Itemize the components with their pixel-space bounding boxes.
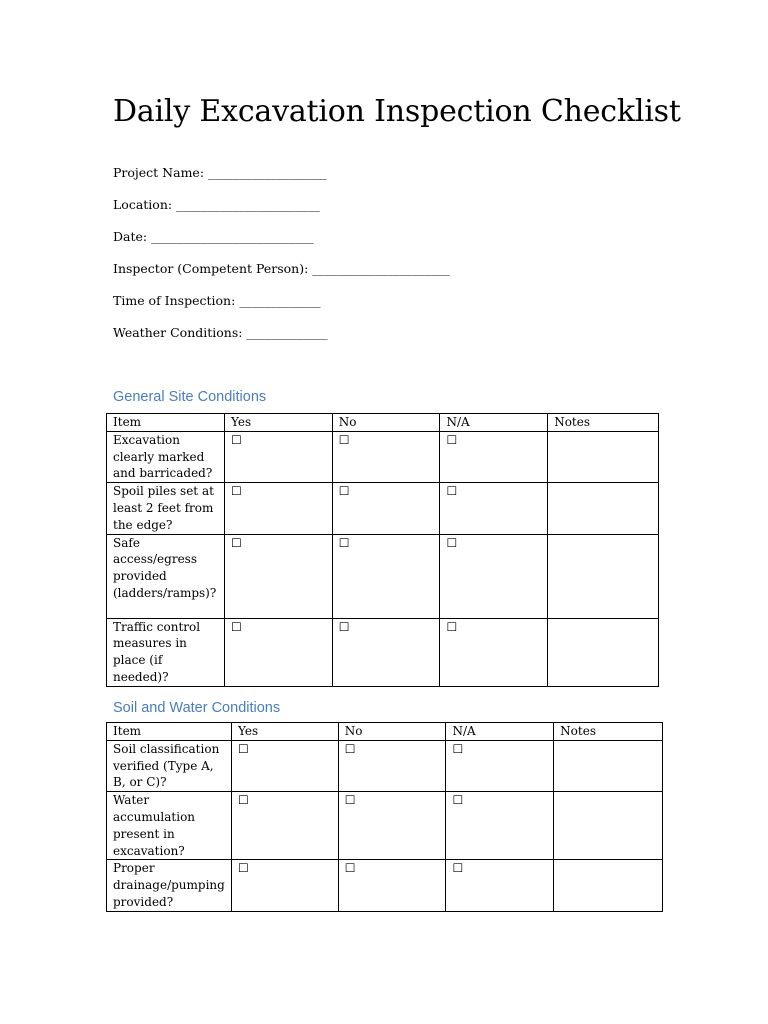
no-checkbox[interactable]: ☐: [338, 484, 350, 499]
column-header-item: Item: [107, 414, 225, 432]
table-header-row: [107, 723, 663, 741]
notes-cell[interactable]: [554, 792, 663, 860]
column-header-no: No: [332, 414, 440, 432]
column-header-item: Item: [107, 723, 232, 741]
date-field[interactable]: Date: __________________________: [113, 229, 314, 244]
general-site-conditions-table: [106, 413, 659, 687]
inspector-field[interactable]: Inspector (Competent Person): ______________________: [113, 261, 450, 276]
na-checkbox[interactable]: ☐: [446, 619, 458, 634]
notes-cell[interactable]: [548, 483, 659, 534]
table-row: [107, 740, 663, 791]
row-item-label: Soil classification verified (Type A, B, or C)?: [107, 740, 232, 791]
no-checkbox[interactable]: ☐: [338, 432, 350, 447]
yes-checkbox[interactable]: ☐: [237, 741, 249, 756]
yes-checkbox[interactable]: ☐: [237, 861, 249, 876]
page-title: Daily Excavation Inspection Checklist: [113, 94, 681, 129]
notes-cell[interactable]: [548, 618, 659, 686]
na-checkbox[interactable]: ☐: [452, 861, 464, 876]
row-item-label: Proper drainage/pumping provided?: [107, 860, 232, 911]
notes-cell[interactable]: [548, 431, 659, 482]
na-checkbox[interactable]: ☐: [452, 793, 464, 808]
notes-cell[interactable]: [554, 860, 663, 911]
na-checkbox[interactable]: ☐: [446, 484, 458, 499]
table-row: [107, 534, 659, 618]
table-row: [107, 618, 659, 686]
section-heading-soil-and-water-conditions: Soil and Water Conditions: [113, 700, 281, 716]
na-checkbox[interactable]: ☐: [446, 535, 458, 550]
column-header-yes: Yes: [231, 723, 338, 741]
column-header-yes: Yes: [224, 414, 332, 432]
row-item-label: Spoil piles set at least 2 feet from the edge?: [107, 483, 225, 534]
header-fields: [113, 164, 450, 356]
column-header-na: N/A: [446, 723, 554, 741]
notes-cell[interactable]: [548, 534, 659, 618]
column-header-notes: Notes: [554, 723, 663, 741]
na-checkbox[interactable]: ☐: [452, 741, 464, 756]
weather-conditions-field[interactable]: Weather Conditions: _____________: [113, 325, 328, 340]
yes-checkbox[interactable]: ☐: [230, 535, 242, 550]
table-row: [107, 792, 663, 860]
no-checkbox[interactable]: ☐: [338, 619, 350, 634]
table-row: [107, 860, 663, 911]
section-heading-general-site-conditions: General Site Conditions: [113, 389, 267, 405]
no-checkbox[interactable]: ☐: [344, 793, 356, 808]
row-item-label: Safe access/egress provided (ladders/ramps)?: [107, 534, 225, 618]
no-checkbox[interactable]: ☐: [338, 535, 350, 550]
no-checkbox[interactable]: ☐: [344, 741, 356, 756]
yes-checkbox[interactable]: ☐: [237, 793, 249, 808]
row-item-label: Water accumulation present in excavation?: [107, 792, 232, 860]
row-item-label: Traffic control measures in place (if needed)?: [107, 618, 225, 686]
project-name-field[interactable]: Project Name: ___________________: [113, 165, 327, 180]
column-header-notes: Notes: [548, 414, 659, 432]
notes-cell[interactable]: [554, 740, 663, 791]
no-checkbox[interactable]: ☐: [344, 861, 356, 876]
table-row: [107, 483, 659, 534]
soil-and-water-conditions-table: [106, 722, 663, 912]
time-of-inspection-field[interactable]: Time of Inspection: _____________: [113, 293, 321, 308]
column-header-no: No: [338, 723, 446, 741]
yes-checkbox[interactable]: ☐: [230, 619, 242, 634]
table-row: [107, 431, 659, 482]
row-item-label: Excavation clearly marked and barricaded?: [107, 431, 225, 482]
column-header-na: N/A: [440, 414, 548, 432]
location-field[interactable]: Location: _______________________: [113, 197, 320, 212]
yes-checkbox[interactable]: ☐: [230, 484, 242, 499]
yes-checkbox[interactable]: ☐: [230, 432, 242, 447]
na-checkbox[interactable]: ☐: [446, 432, 458, 447]
table-header-row: [107, 414, 659, 432]
